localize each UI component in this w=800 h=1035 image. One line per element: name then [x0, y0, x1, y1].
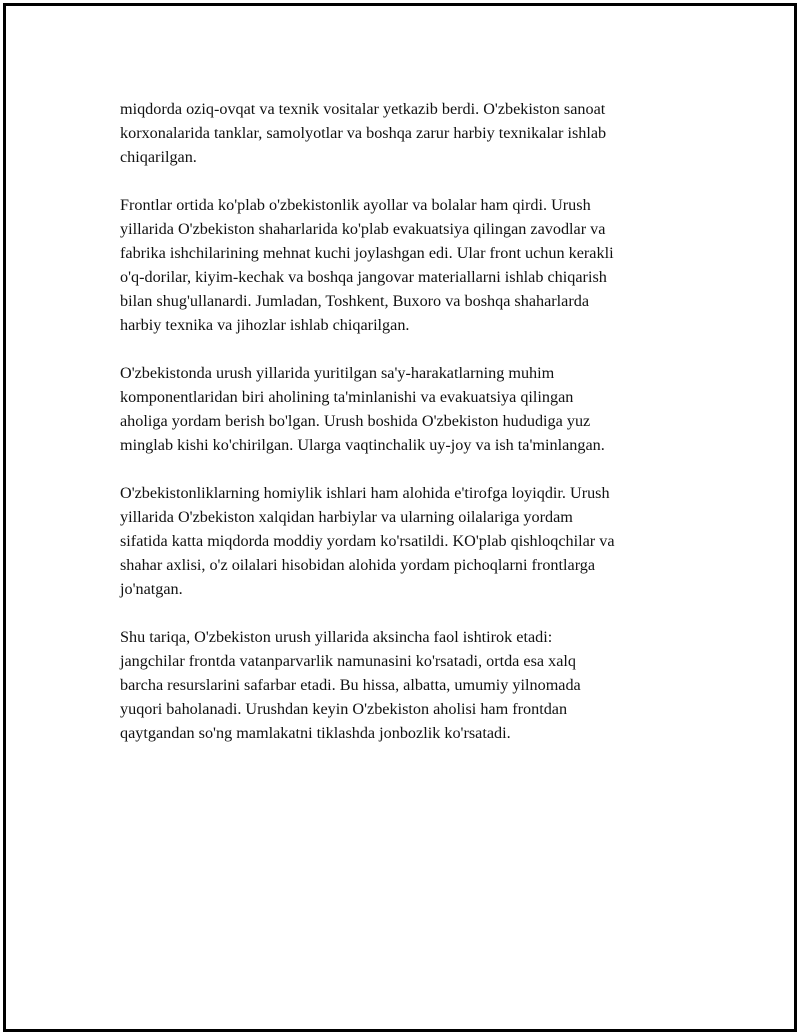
text-line: jangchilar frontda vatanparvarlik namunasini ko'rsatadi, ortda esa xalq	[120, 652, 577, 670]
text-line: Shu tariqa, O'zbekiston urush yillarida aksincha faol ishtirok etadi:	[120, 628, 553, 646]
text-line: chiqarilgan.	[120, 148, 197, 166]
text-line: bilan shug'ullanardi. Jumladan, Toshkent, Buxoro va boshqa shaharlarda	[120, 292, 590, 310]
paragraph	[120, 481, 700, 601]
text-line: yuqori baholanadi. Urushdan keyin O'zbekiston aholisi ham frontdan	[120, 700, 568, 718]
text-line: aholiga yordam berish bo'lgan. Urush boshida O'zbekiston hududiga yuz	[120, 412, 591, 430]
text-line: yillarida O'zbekiston shaharlarida ko'plab evakuatsiya qilingan zavodlar va	[120, 220, 606, 238]
paragraph	[120, 361, 700, 457]
text-line: fabrika ishchilarining mehnat kuchi joylashgan edi. Ular front uchun kerakli	[120, 244, 614, 262]
paragraph	[120, 193, 700, 337]
text-line: komponentlaridan biri aholining ta'minlanishi va evakuatsiya qilingan	[120, 388, 574, 406]
text-line: shahar axlisi, o'z oilalari hisobidan alohida yordam pichoqlarni frontlarga	[120, 556, 596, 574]
text-line: sifatida katta miqdorda moddiy yordam ko'rsatildi. KO'plab qishloqchilar va	[120, 532, 615, 550]
text-line: O'zbekistonliklarning homiylik ishlari ham alohida e'tirofga loyiqdir. Urush	[120, 484, 610, 502]
text-line: O'zbekistonda urush yillarida yuritilgan sa'y-harakatlarning muhim	[120, 364, 555, 382]
text-line: Frontlar ortida ko'plab o'zbekistonlik ayollar va bolalar ham qirdi. Urush	[120, 196, 591, 214]
text-line: harbiy texnika va jihozlar ishlab chiqarilgan.	[120, 316, 410, 334]
text-line: yillarida O'zbekiston xalqidan harbiylar va ularning oilalariga yordam	[120, 508, 573, 526]
document-page	[3, 3, 797, 1032]
text-line: jo'natgan.	[120, 580, 183, 598]
text-line: miqdorda oziq-ovqat va texnik vositalar yetkazib berdi. O'zbekiston sanoat	[120, 100, 606, 118]
paragraph	[120, 625, 700, 745]
paragraph	[120, 97, 700, 169]
text-line: korxonalarida tanklar, samolyotlar va boshqa zarur harbiy texnikalar ishlab	[120, 124, 607, 142]
text-line: barcha resurslarini safarbar etadi. Bu hissa, albatta, umumiy yilnomada	[120, 676, 581, 694]
document-body	[120, 97, 700, 769]
text-line: o'q-dorilar, kiyim-kechak va boshqa jangovar materiallarni ishlab chiqarish	[120, 268, 607, 286]
text-line: minglab kishi ko'chirilgan. Ularga vaqtinchalik uy-joy va ish ta'minlangan.	[120, 436, 605, 454]
text-line: qaytgandan so'ng mamlakatni tiklashda jonbozlik ko'rsatadi.	[120, 724, 511, 742]
